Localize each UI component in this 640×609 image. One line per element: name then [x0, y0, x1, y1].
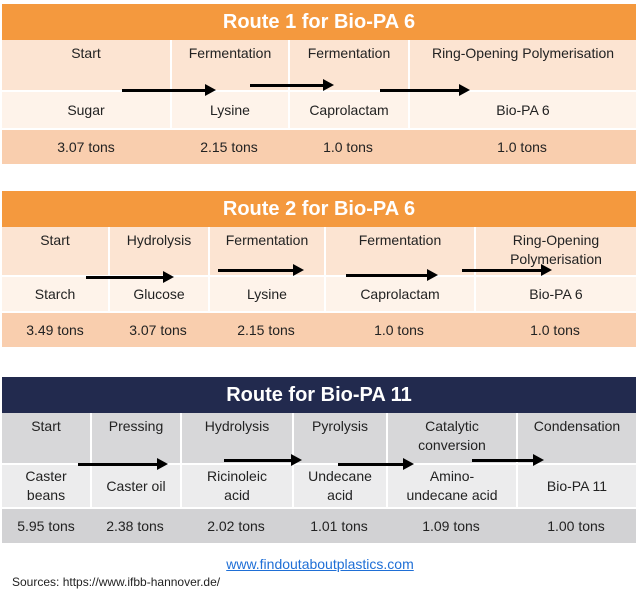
route2-step-fermentation-2: Fermentation — [324, 227, 474, 275]
route3-material-undecane-acid: Undecane acid — [292, 465, 386, 507]
route3-step-pyrolysis: Pyrolysis — [292, 413, 386, 463]
route3-table — [2, 413, 636, 543]
route2-material-starch: Starch — [34, 285, 76, 302]
route3-material-amino-undecane-acid: Amino-undecane acid — [386, 465, 516, 507]
route3-qty-6: 1.00 tons — [547, 517, 605, 534]
route1-material-bio-pa6: Bio-PA 6 — [408, 92, 636, 128]
route2-material-bio-pa6: Bio-PA 6 — [474, 277, 636, 311]
route3-material-bio-pa11: Bio-PA 11 — [516, 465, 636, 507]
route3-qty-3: 2.02 tons — [207, 517, 265, 534]
route1-qty-1: 3.07 tons — [57, 138, 115, 155]
route1-step-row — [2, 40, 636, 90]
route2-step-start: Start — [40, 232, 70, 248]
route2-material-row — [2, 275, 636, 313]
route1-arrow-3 — [380, 89, 460, 92]
route1-step-fermentation-2: Fermentation — [288, 40, 408, 90]
route3-step-catalytic-conversion: Catalytic conversion — [386, 413, 516, 463]
route2-material-caprolactam: Caprolactam — [324, 277, 474, 311]
route2-arrow-2 — [218, 269, 294, 272]
route2-step-fermentation-1: Fermentation — [208, 227, 324, 275]
route3-title: Route for Bio-PA 11 — [2, 377, 636, 413]
route3-material-row — [2, 463, 636, 509]
route3-material-caster-beans: Caster beans — [25, 468, 67, 503]
route3-qty-5: 1.09 tons — [422, 517, 480, 534]
route2-qty-4: 1.0 tons — [374, 321, 424, 338]
route3-step-start: Start — [31, 418, 61, 434]
route1-arrow-1 — [122, 89, 206, 92]
route3-arrow-4 — [472, 459, 534, 462]
route2-arrow-1 — [86, 276, 164, 279]
route2-table — [2, 227, 636, 347]
route3-step-condensation: Condensation — [516, 413, 636, 463]
route3-material-ricinoleic-acid: Ricinoleic acid — [180, 465, 292, 507]
route2-title: Route 2 for Bio-PA 6 — [2, 191, 636, 227]
route2-qty-5: 1.0 tons — [530, 321, 580, 338]
route2-qty-3: 2.15 tons — [237, 321, 295, 338]
route2-quantity-row — [2, 313, 636, 347]
route1-material-lysine: Lysine — [170, 92, 288, 128]
route1-material-row — [2, 90, 636, 130]
route1-qty-3: 1.0 tons — [323, 138, 373, 155]
route1-step-ring-opening: Ring-Opening Polymerisation — [408, 40, 636, 90]
route1-arrow-2 — [250, 84, 324, 87]
route1-title: Route 1 for Bio-PA 6 — [2, 4, 636, 40]
route1-quantity-row — [2, 130, 636, 164]
sources-text: Sources: https://www.ifbb-hannover.de/ — [12, 575, 221, 589]
route3-qty-4: 1.01 tons — [310, 517, 368, 534]
route3-arrow-1 — [78, 463, 158, 466]
route2-arrow-3 — [346, 274, 428, 277]
route3-arrow-3 — [338, 463, 404, 466]
route1-material-caprolactam: Caprolactam — [288, 92, 408, 128]
route1-panel — [2, 4, 636, 164]
route3-arrow-2 — [224, 459, 292, 462]
route2-material-glucose: Glucose — [108, 277, 208, 311]
route3-panel — [2, 377, 636, 543]
route2-panel — [2, 191, 636, 347]
route3-qty-2: 2.38 tons — [106, 517, 164, 534]
route1-step-fermentation-1: Fermentation — [170, 40, 288, 90]
route1-step-start: Start — [71, 45, 101, 61]
route2-arrow-4 — [462, 269, 542, 272]
route3-step-pressing: Pressing — [90, 413, 180, 463]
route3-material-caster-oil: Caster oil — [90, 465, 180, 507]
route2-step-hydrolysis: Hydrolysis — [108, 227, 208, 275]
route1-qty-2: 2.15 tons — [200, 138, 258, 155]
route1-material-sugar: Sugar — [67, 101, 105, 118]
route2-qty-1: 3.49 tons — [26, 321, 84, 338]
route2-qty-2: 3.07 tons — [129, 321, 187, 338]
route3-qty-1: 5.95 tons — [17, 517, 75, 534]
route2-step-ring-opening: Ring-Opening Polymerisation — [474, 227, 636, 275]
route3-quantity-row — [2, 509, 636, 543]
route1-qty-4: 1.0 tons — [497, 138, 547, 155]
route3-step-hydrolysis: Hydrolysis — [180, 413, 292, 463]
website-link[interactable]: www.findoutaboutplastics.com — [226, 556, 414, 572]
route1-table — [2, 40, 636, 164]
route2-material-lysine: Lysine — [208, 277, 324, 311]
